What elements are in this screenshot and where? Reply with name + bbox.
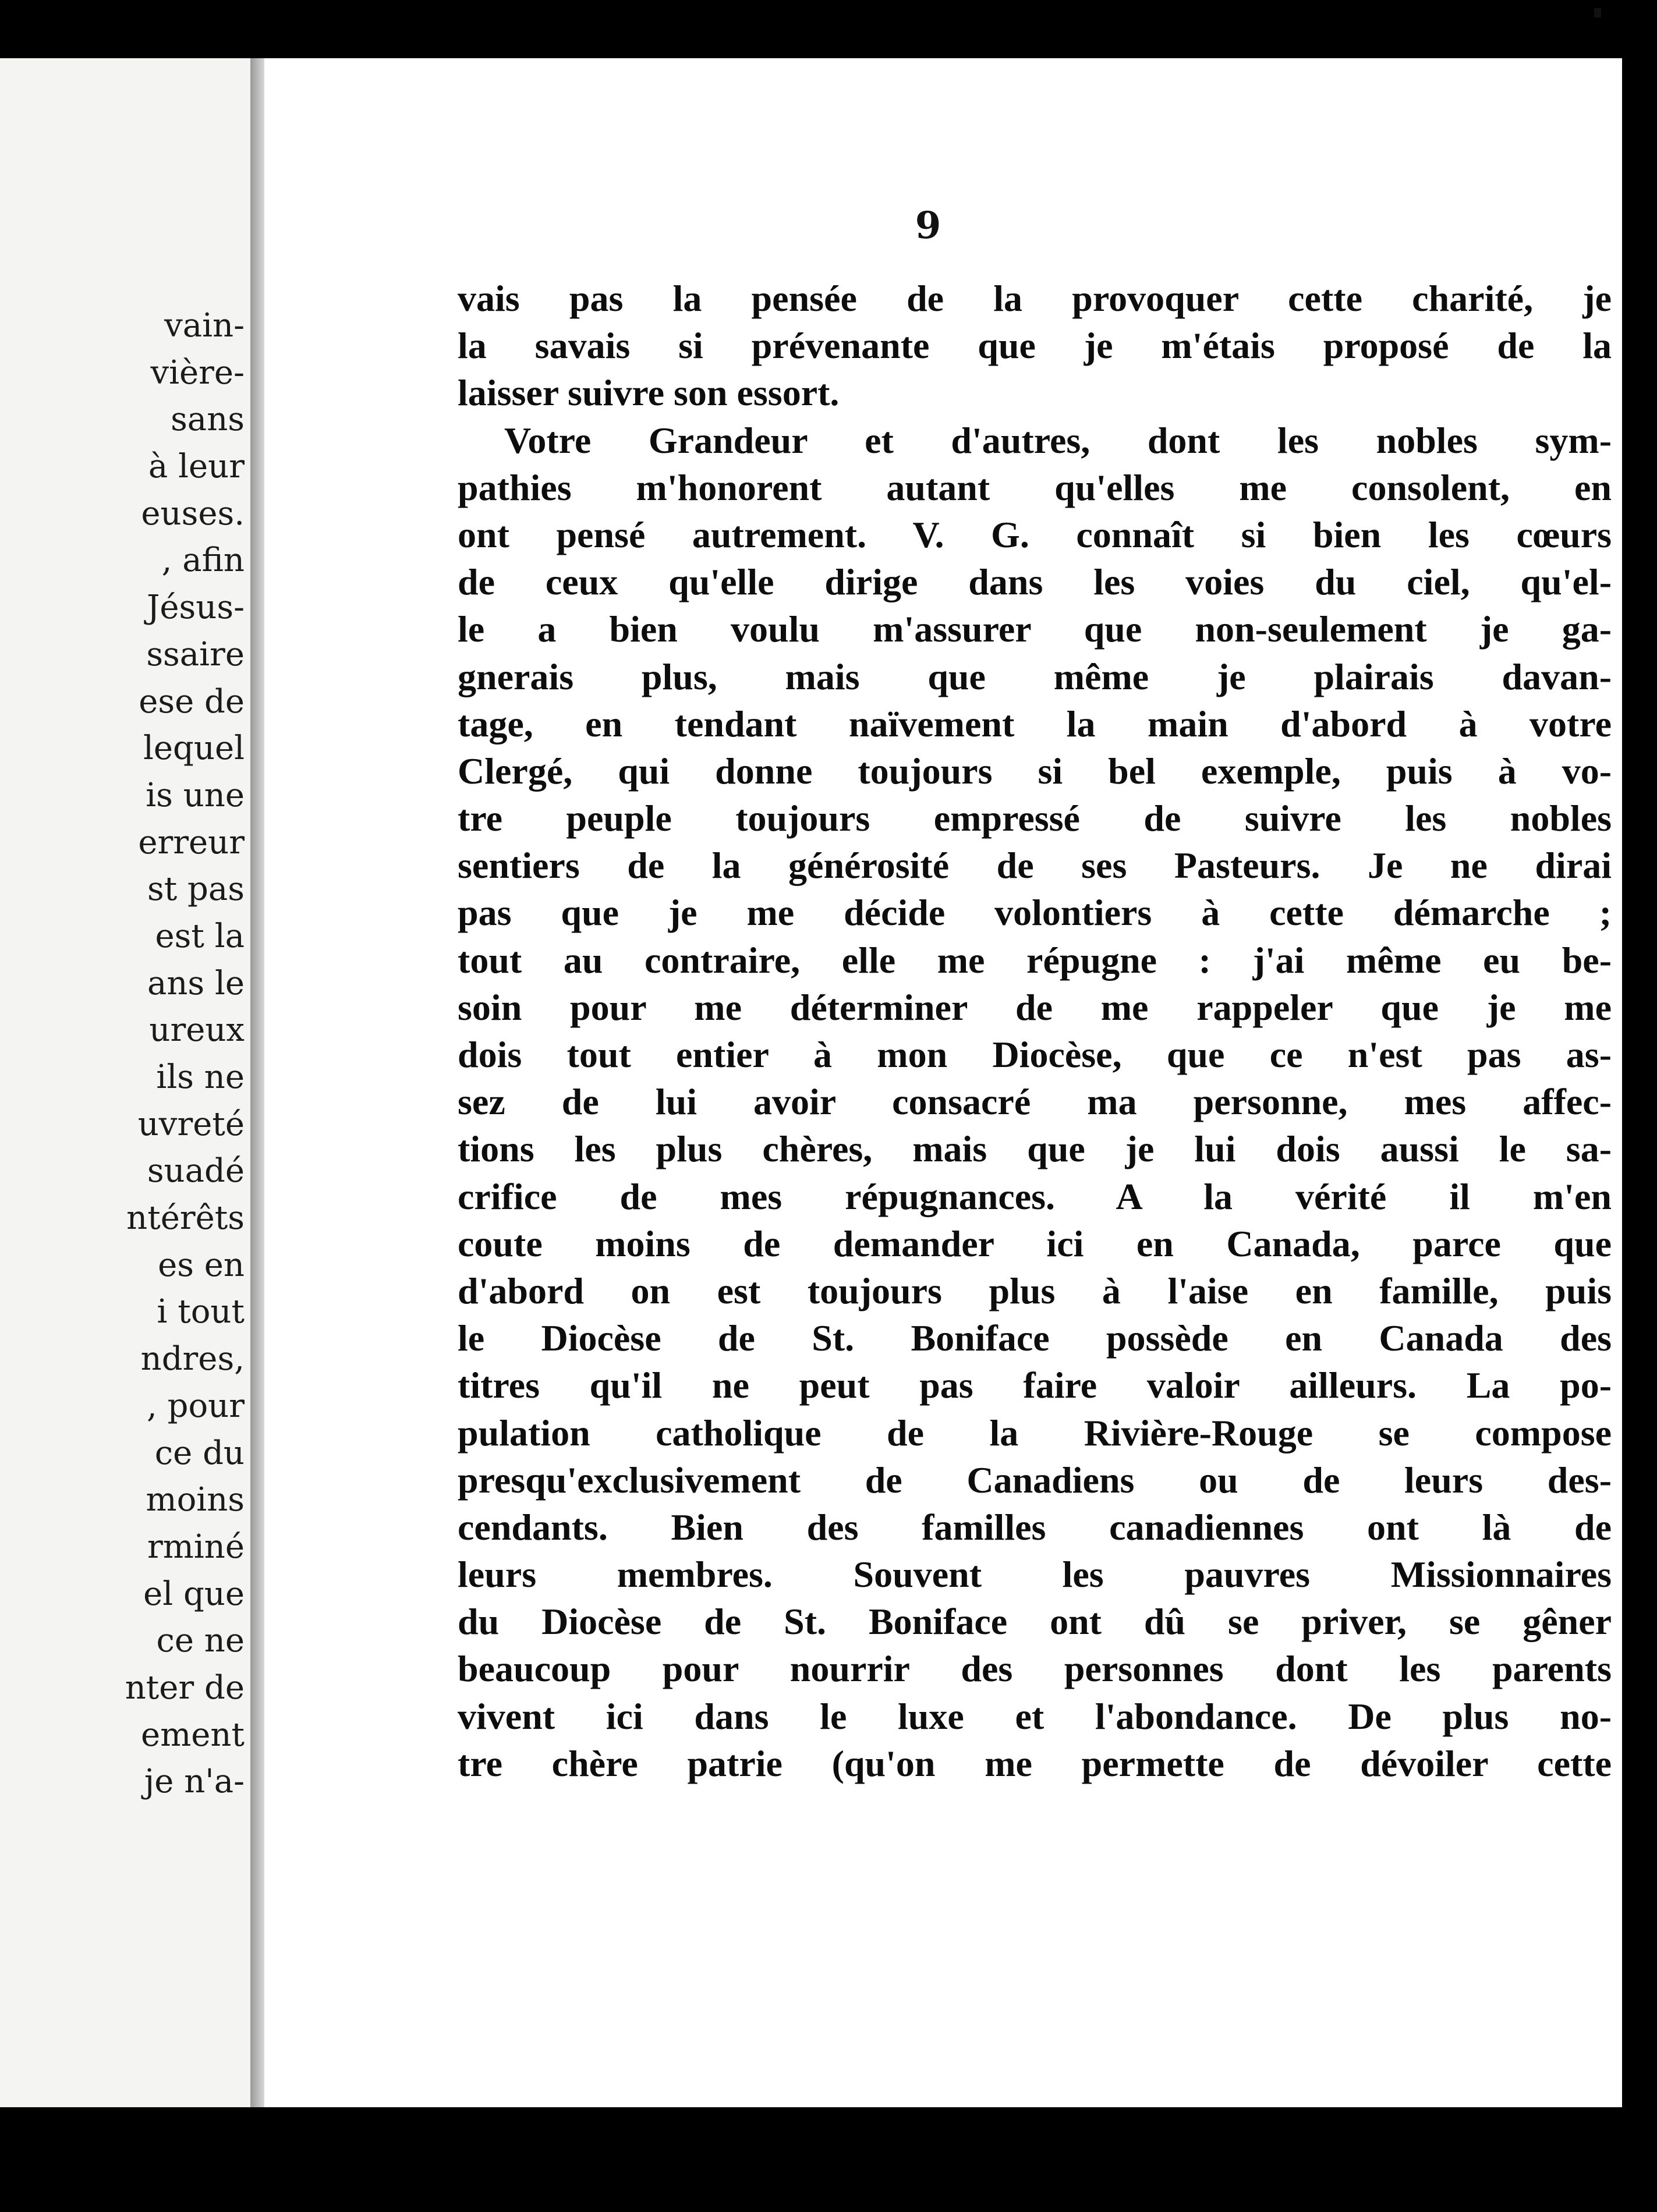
left-page-line: lequel bbox=[143, 729, 245, 768]
left-page-line: euses. bbox=[141, 494, 245, 533]
left-page-line: es en bbox=[158, 1246, 245, 1284]
left-page-line: ssaire bbox=[146, 635, 245, 673]
text-line: tout au contraire, elle me répugne : j'ai même eu be- bbox=[458, 939, 1612, 981]
text-line: presqu'exclusivement de Canadiens ou de leurs des- bbox=[458, 1459, 1612, 1501]
text-line: le a bien voulu m'assurer que non-seulement je ga- bbox=[458, 608, 1612, 650]
scan-speck bbox=[1594, 8, 1601, 17]
left-page-line: el que bbox=[143, 1575, 245, 1613]
text-line: titres qu'il ne peut pas faire valoir ailleurs. La po- bbox=[458, 1364, 1612, 1406]
text-line: ont pensé autrement. V. G. connaît si bien les cœurs bbox=[458, 513, 1612, 555]
text-line: pas que je me décide volontiers à cette démarche ; bbox=[458, 892, 1612, 934]
left-page-line: st pas bbox=[147, 870, 245, 909]
left-page-line: nter de bbox=[125, 1668, 245, 1707]
text-line: vivent ici dans le luxe et l'abondance. De plus no- bbox=[458, 1695, 1612, 1737]
text-line: sentiers de la générosité de ses Pasteurs. Je ne dirai bbox=[458, 845, 1612, 887]
text-line: soin pour me déterminer de me rappeler que je me bbox=[458, 986, 1612, 1028]
text-line: coute moins de demander ici en Canada, parce que bbox=[458, 1222, 1612, 1264]
left-page-line: is une bbox=[146, 776, 245, 814]
left-page-line: i tout bbox=[157, 1293, 245, 1331]
text-line: leurs membres. Souvent les pauvres Missionnaires bbox=[458, 1554, 1612, 1596]
scan-border-bottom bbox=[0, 2107, 1657, 2212]
left-page-fragment bbox=[0, 58, 260, 2107]
right-page bbox=[264, 58, 1622, 2107]
text-line: tre chère patrie (qu'on me permette de dévoiler cette bbox=[458, 1742, 1612, 1784]
page-gutter bbox=[250, 58, 264, 2107]
body-text bbox=[458, 275, 1612, 1787]
left-page-text bbox=[58, 303, 245, 1806]
left-page-line: ce ne bbox=[156, 1622, 245, 1660]
left-page-line: , pour bbox=[147, 1387, 245, 1425]
left-page-line: vain- bbox=[164, 307, 245, 345]
left-page-line: ils ne bbox=[156, 1058, 245, 1096]
left-page-line: ce du bbox=[154, 1434, 245, 1472]
left-page-line: sans bbox=[171, 400, 245, 439]
left-page-line: ndres, bbox=[140, 1340, 245, 1378]
text-line: tre peuple toujours empressé de suivre les nobles bbox=[458, 797, 1612, 839]
text-line: pulation catholique de la Rivière-Rouge se compose bbox=[458, 1412, 1612, 1454]
left-page-line: uvreté bbox=[137, 1105, 245, 1143]
page-number: 9 bbox=[915, 204, 941, 247]
left-page-line: je n'a- bbox=[144, 1763, 245, 1801]
text-line: laisser suivre son essort. bbox=[458, 372, 840, 414]
text-line: tions les plus chères, mais que je lui dois aussi le sa- bbox=[458, 1128, 1612, 1170]
text-line: gnerais plus, mais que même je plairais davan- bbox=[458, 655, 1612, 697]
text-line: sez de lui avoir consacré ma personne, mes affec- bbox=[458, 1081, 1612, 1123]
left-page-line: ans le bbox=[147, 964, 245, 1002]
left-page-line: ese de bbox=[139, 682, 245, 721]
left-page-line: ntérêts bbox=[126, 1199, 245, 1238]
text-line: d'abord on est toujours plus à l'aise en famille, puis bbox=[458, 1270, 1612, 1311]
text-line: Clergé, qui donne toujours si bel exemple, puis à vo- bbox=[458, 750, 1612, 792]
text-line: tage, en tendant naïvement la main d'abord à votre bbox=[458, 703, 1612, 745]
left-page-line: erreur bbox=[138, 823, 245, 862]
text-line: le Diocèse de St. Boniface possède en Canada des bbox=[458, 1317, 1612, 1359]
left-page-line: suadé bbox=[147, 1152, 245, 1190]
left-page-line: vière- bbox=[150, 353, 245, 392]
left-page-line: rminé bbox=[147, 1527, 245, 1566]
text-line: la savais si prévenante que je m'étais proposé de la bbox=[458, 325, 1612, 367]
text-line: dois tout entier à mon Diocèse, que ce n'est pas as- bbox=[458, 1034, 1612, 1075]
left-page-line: , afin bbox=[161, 541, 245, 580]
text-line: beaucoup pour nourrir des personnes dont les parents bbox=[458, 1648, 1612, 1690]
left-page-line: à leur bbox=[148, 448, 245, 486]
text-line: cendants. Bien des familles canadiennes ont là de bbox=[458, 1506, 1612, 1548]
left-page-line: est la bbox=[155, 917, 245, 955]
text-line: pathies m'honorent autant qu'elles me consolent, en bbox=[458, 466, 1612, 508]
text-line: crifice de mes répugnances. A la vérité il m'en bbox=[458, 1175, 1612, 1217]
left-page-line: ement bbox=[141, 1715, 245, 1754]
left-page-line: Jésus- bbox=[146, 589, 245, 627]
left-page-line: ureux bbox=[149, 1011, 245, 1050]
text-line: vais pas la pensée de la provoquer cette charité, je bbox=[458, 278, 1612, 319]
text-line: du Diocèse de St. Boniface ont dû se priver, se gêner bbox=[458, 1601, 1612, 1643]
text-line: de ceux qu'elle dirige dans les voies du ciel, qu'el- bbox=[458, 561, 1612, 603]
text-line: Votre Grandeur et d'autres, dont les nobles sym- bbox=[504, 419, 1612, 461]
left-page-line: moins bbox=[146, 1481, 245, 1519]
